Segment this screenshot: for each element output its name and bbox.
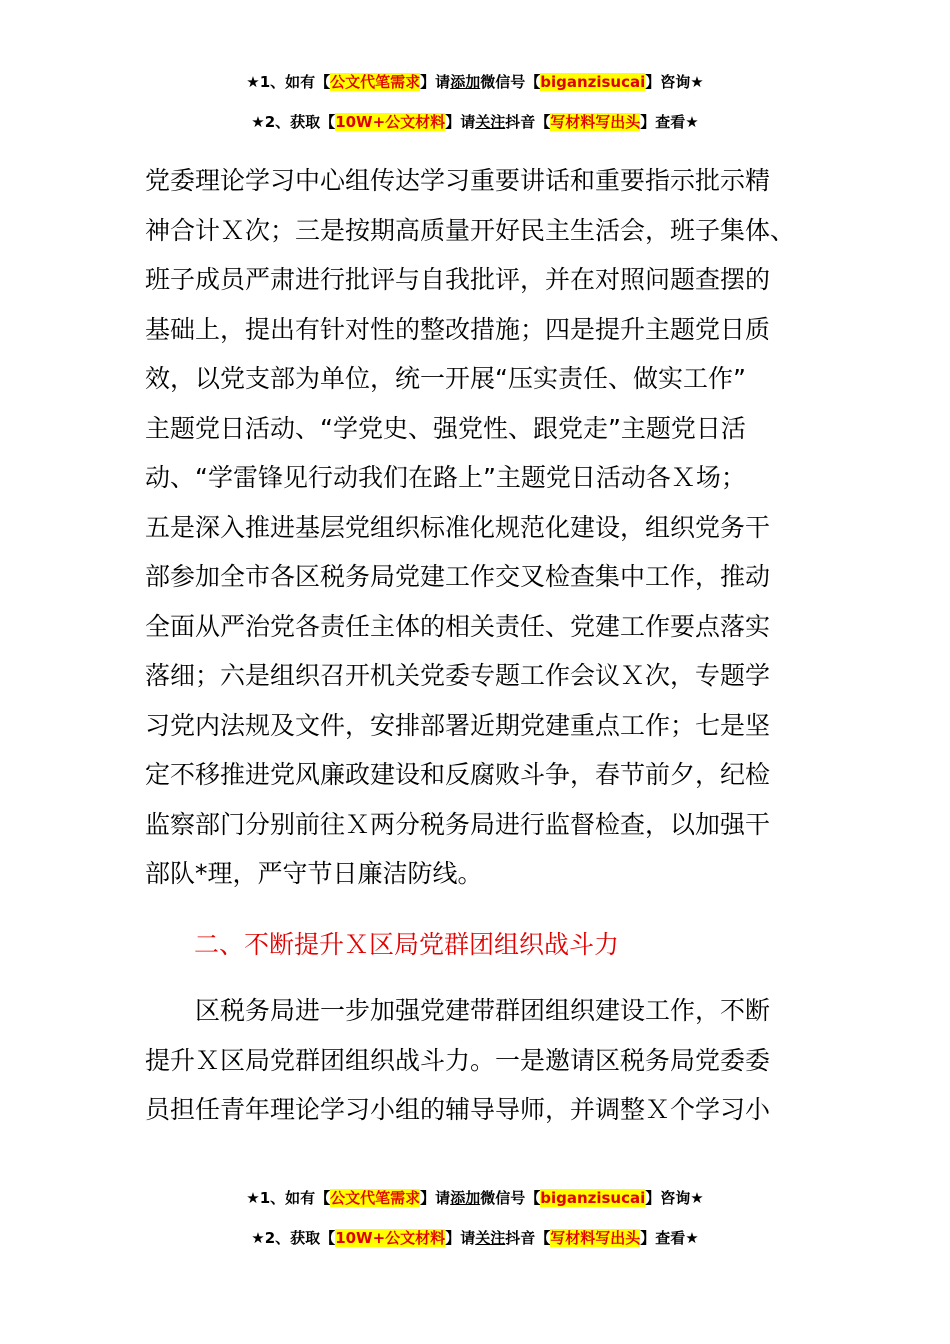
text-line: 班子成员严肃进行批评与自我批评，并在对照问题查摆的 [145, 265, 771, 294]
banner-text: 】查看★ [640, 1229, 699, 1247]
banner-text: 微信号【 [480, 73, 541, 91]
text-line: 效，以党支部为单位，统一开展“压实责任、做实工作” [145, 364, 746, 393]
banner-text: 】查看★ [640, 113, 699, 131]
text-line: 监察部门分别前往Ｘ两分税务局进行监督检查，以加强干 [145, 809, 771, 839]
banner-text: 】请 [445, 113, 476, 131]
section-heading: 二、不断提升Ｘ区局党群团组织战斗力 [194, 930, 620, 959]
text-line: 员担任青年理论学习小组的辅导导师，并调整Ｘ个学习小 [145, 1095, 771, 1124]
banner-highlight: 写材料写出头 [550, 113, 641, 131]
header-banner [0, 62, 950, 142]
text-line: 动、“学雷锋见行动我们在路上”主题党日活动各Ｘ场； [145, 463, 746, 492]
text-line: 习党内法规及文件，安排部署近期党建重点工作；七是坚 [145, 710, 771, 740]
banner-underlined: 添加 [450, 73, 481, 91]
body-paragraph-1 [145, 156, 810, 899]
text-line: 定不移推进党风廉政建设和反腐败斗争，春节前夕，纪检 [145, 760, 771, 789]
banner-text: ★1、如有【 [246, 73, 331, 91]
banner-text: ★2、获取【 [251, 113, 336, 131]
banner-underlined: 关注 [475, 1229, 506, 1247]
banner-text: ★2、获取【 [251, 1229, 336, 1247]
text-line: 部参加全市各区税务局党建工作交叉检查集中工作，推动 [145, 562, 771, 591]
text-line: 基础上，提出有针对性的整改措施；四是提升主题党日质 [145, 314, 771, 344]
banner-highlight: 10W+公文材料 [335, 113, 446, 131]
text-line: 主题党日活动、“学党史、强党性、跟党走”主题党日活 [145, 413, 746, 443]
banner-text: 】请 [420, 73, 451, 91]
banner-underlined: 添加 [450, 1189, 481, 1207]
text-line: 提升Ｘ区局党群团组织战斗力。一是邀请区税务局党委委 [145, 1045, 771, 1075]
text-line: 神合计Ｘ次；三是按期高质量开好民主生活会，班子集体、 [145, 215, 796, 245]
text-line: 区税务局进一步加强党建带群团组织建设工作，不断 [145, 996, 771, 1025]
banner-text: 】请 [420, 1189, 451, 1207]
banner-text: ★1、如有【 [246, 1189, 331, 1207]
banner-text: 微信号【 [480, 1189, 541, 1207]
banner-line-1 [0, 1178, 950, 1218]
banner-text: 抖音【 [505, 1229, 551, 1247]
banner-line-1 [0, 62, 950, 102]
banner-text: 】咨询★ [645, 1189, 704, 1207]
banner-text: 】咨询★ [645, 73, 704, 91]
text-line: 落细；六是组织召开机关党委专题工作会议Ｘ次，专题学 [145, 661, 771, 690]
banner-text: 】请 [445, 1229, 476, 1247]
banner-highlight: biganzisucai [540, 1189, 646, 1207]
text-line: 全面从严治党各责任主体的相关责任、党建工作要点落实 [145, 611, 771, 641]
footer-banner [0, 1178, 950, 1258]
body-paragraph-2 [145, 986, 810, 1135]
banner-underlined: 关注 [475, 113, 506, 131]
banner-highlight: 10W+公文材料 [335, 1229, 446, 1247]
banner-line-2 [0, 102, 950, 142]
banner-highlight: 公文代笔需求 [330, 73, 421, 91]
banner-text: 抖音【 [505, 113, 551, 131]
banner-highlight: 公文代笔需求 [330, 1189, 421, 1207]
banner-highlight: biganzisucai [540, 73, 646, 91]
banner-highlight: 写材料写出头 [550, 1229, 641, 1247]
text-line: 五是深入推进基层党组织标准化规范化建设，组织党务干 [145, 512, 771, 542]
banner-line-2 [0, 1218, 950, 1258]
text-line: 部队*理，严守节日廉洁防线。 [145, 859, 483, 888]
text-line: 党委理论学习中心组传达学习重要讲话和重要指示批示精 [145, 166, 771, 195]
